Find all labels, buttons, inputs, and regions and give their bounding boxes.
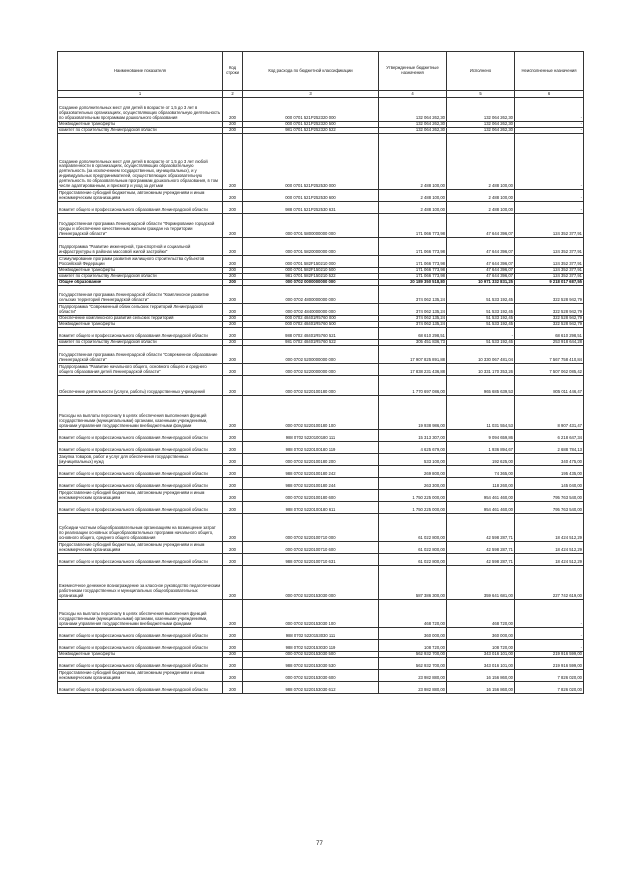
row-approved: 562 932 700,00: [379, 652, 447, 658]
row-budget-code: 000 0701 5820000000 000: [243, 238, 379, 256]
row-executed: 2 488 100,00: [447, 202, 515, 214]
row-unexecuted: 124 352 377,91: [515, 256, 584, 268]
row-approved: 374 062 135,24: [379, 304, 447, 316]
row-unexecuted: 322 528 942,79: [515, 316, 584, 322]
row-unexecuted: 124 352 377,91: [515, 268, 584, 274]
row-budget-code: 000 0701 582F150210 000: [243, 256, 379, 268]
row-line-code: 200: [223, 658, 243, 670]
row-name: Подпрограмма "Развитие начального общего, основного общего и среднего общего образования детей Ленинградской области": [58, 364, 223, 376]
row-executed: 47 644 396,07: [447, 268, 515, 274]
row-line-code: 200: [223, 328, 243, 340]
row-budget-code: 000 0701 521P252530 600: [243, 190, 379, 202]
row-executed: 11 031 554,53: [447, 396, 515, 430]
row-budget-code: 000 0702 5220153030 600: [243, 670, 379, 682]
row-approved: 360 000,00: [379, 628, 447, 640]
table-row: [58, 128, 584, 134]
row-name: Межбюджетные трансферты: [58, 122, 223, 128]
row-executed: 51 533 192,45: [447, 322, 515, 328]
page-number: 77: [316, 841, 323, 847]
row-line-code: 200: [223, 600, 243, 628]
row-name: Комитет общего и профессионального образования Ленинградской области: [58, 430, 223, 442]
row-executed: 108 720,00: [447, 640, 515, 652]
row-budget-code: 988 0702 5220100180 111: [243, 430, 379, 442]
row-name: Субсидии частным общеобразовательным организациям на возмещение затрат по реализации основных общеобразовательных программ начального общего, основного общего, среднего общего образования: [58, 514, 223, 542]
row-executed: 51 533 192,45: [447, 286, 515, 304]
row-budget-code: 000 0702 5220153030 000: [243, 566, 379, 600]
row-name: Межбюджетные трансферты: [58, 652, 223, 658]
row-budget-code: 000 0702 4840000000 000: [243, 304, 379, 316]
row-line-code: 200: [223, 430, 243, 442]
table-row: [58, 442, 584, 454]
row-line-code: 200: [223, 190, 243, 202]
row-executed: 47 644 396,07: [447, 214, 515, 238]
table-row: [58, 454, 584, 466]
row-approved: 132 064 262,30: [379, 128, 447, 134]
row-line-code: 200: [223, 364, 243, 376]
row-budget-code: 000 0702 5220153030 500: [243, 652, 379, 658]
row-budget-code: 000 0701 521P252320 500: [243, 122, 379, 128]
table-row: [58, 554, 584, 566]
table-row: [58, 628, 584, 640]
row-line-code: 200: [223, 376, 243, 396]
table-row: [58, 346, 584, 364]
row-approved: 23 982 880,00: [379, 670, 447, 682]
header-name: Наименование показателя: [58, 52, 223, 91]
row-name: Межбюджетные трансферты: [58, 322, 223, 328]
row-unexecuted: 145 040,00: [515, 478, 584, 490]
row-approved: 2 488 100,00: [379, 202, 447, 214]
row-name: Подпрограмма "Развитие инженерной, транспортной и социальной инфраструктуры в районах массовой жилой застройки": [58, 238, 223, 256]
table-row: [58, 340, 584, 346]
row-unexecuted: -: [515, 190, 584, 202]
row-unexecuted: 219 916 599,00: [515, 652, 584, 658]
row-approved: 132 064 262,30: [379, 98, 447, 122]
table-row: [58, 376, 584, 396]
column-number: 6: [515, 91, 584, 98]
row-executed: 47 644 396,07: [447, 256, 515, 268]
header-budget-code: Код расхода по бюджетной классификации: [243, 52, 379, 91]
row-line-code: 200: [223, 652, 243, 658]
row-executed: 10 331 170 353,26: [447, 364, 515, 376]
row-unexecuted: 322 528 942,79: [515, 304, 584, 316]
table-row: [58, 490, 584, 502]
row-line-code: 200: [223, 466, 243, 478]
row-line-code: 200: [223, 490, 243, 502]
row-executed: 2 488 100,00: [447, 134, 515, 190]
row-unexecuted: 253 918 644,28: [515, 340, 584, 346]
row-name: Стимулирование программ развития жилищного строительства субъектов Российской Федерации: [58, 256, 223, 268]
row-executed: 47 644 396,07: [447, 274, 515, 280]
row-executed: 42 598 287,71: [447, 554, 515, 566]
column-number: 4: [379, 91, 447, 98]
row-approved: 61 022 800,00: [379, 554, 447, 566]
row-unexecuted: 340 475,00: [515, 454, 584, 466]
row-budget-code: 988 0702 5220100180 611: [243, 502, 379, 514]
row-budget-code: 000 0702 48401R5760 000: [243, 316, 379, 322]
column-number: 5: [447, 91, 515, 98]
row-executed: 965 685 639,53: [447, 376, 515, 396]
row-name: Комитет общего и профессионального образования Ленинградской области: [58, 328, 223, 340]
row-executed: 132 064 262,30: [447, 122, 515, 128]
header-approved: Утвержденные бюджетные назначения: [379, 52, 447, 91]
row-name: комитет по строительству Ленинградской области: [58, 128, 223, 134]
row-line-code: 200: [223, 340, 243, 346]
row-unexecuted: 219 916 599,00: [515, 658, 584, 670]
row-budget-code: 000 0701 521P252320 000: [243, 98, 379, 122]
row-approved: 15 313 307,00: [379, 430, 447, 442]
row-name: Предоставление субсидий бюджетным, автономным учреждениям и иным некоммерческим организациям: [58, 670, 223, 682]
row-unexecuted: -: [515, 600, 584, 628]
row-approved: 2 488 100,00: [379, 190, 447, 202]
table-row: [58, 98, 584, 122]
row-budget-code: 988 0701 521P252530 631: [243, 202, 379, 214]
table-row: [58, 328, 584, 340]
row-executed: 51 533 192,45: [447, 304, 515, 316]
table-row: [58, 514, 584, 542]
row-line-code: 200: [223, 304, 243, 316]
row-unexecuted: 7 826 020,00: [515, 682, 584, 694]
table-row: [58, 566, 584, 600]
row-name: Государственная программа Ленинградской области "Современное образование Ленинградской области": [58, 346, 223, 364]
row-unexecuted: 195 435,00: [515, 466, 584, 478]
row-line-code: 200: [223, 268, 243, 274]
row-line-code: 200: [223, 280, 243, 286]
row-line-code: 200: [223, 682, 243, 694]
budget-execution-table: [57, 51, 584, 694]
row-name: Предоставление субсидий бюджетным, автономным учреждениям и иным некоммерческим организациям: [58, 190, 223, 202]
table-row: [58, 316, 584, 322]
row-approved: 171 066 773,98: [379, 238, 447, 256]
row-unexecuted: 124 352 377,91: [515, 214, 584, 238]
row-executed: 192 625,00: [447, 454, 515, 466]
row-unexecuted: 9 218 017 687,55: [515, 280, 584, 286]
row-unexecuted: 124 352 377,91: [515, 238, 584, 256]
row-approved: 374 062 135,24: [379, 286, 447, 304]
row-name: Комитет общего и профессионального образования Ленинградской области: [58, 466, 223, 478]
table-body: [58, 98, 584, 694]
row-executed: 343 016 101,00: [447, 652, 515, 658]
row-name: Обеспечение комплексного развития сельских территорий: [58, 316, 223, 322]
row-budget-code: 988 0702 5220100180 244: [243, 478, 379, 490]
row-approved: 263 300,00: [379, 478, 447, 490]
row-budget-code: 988 0702 48401R5760 521: [243, 328, 379, 340]
row-line-code: 200: [223, 98, 243, 122]
row-unexecuted: 795 763 540,00: [515, 490, 584, 502]
row-budget-code: 981 0701 582F150210 522: [243, 274, 379, 280]
row-unexecuted: -: [515, 134, 584, 190]
table-row: [58, 396, 584, 430]
table-row: [58, 542, 584, 554]
table-row: [58, 640, 584, 652]
row-unexecuted: -: [515, 640, 584, 652]
row-unexecuted: 8 907 431,47: [515, 396, 584, 430]
row-line-code: 200: [223, 286, 243, 304]
table-row: [58, 286, 584, 304]
table-row: [58, 670, 584, 682]
row-unexecuted: 18 424 512,29: [515, 554, 584, 566]
row-approved: 374 062 135,24: [379, 316, 447, 322]
row-executed: 468 720,00: [447, 600, 515, 628]
row-unexecuted: -: [515, 98, 584, 122]
row-approved: 61 022 800,00: [379, 542, 447, 554]
row-name: Государственная программа Ленинградской области "Комплексное развитие сельских территорий Ленинградской области": [58, 286, 223, 304]
row-approved: 171 066 773,98: [379, 268, 447, 274]
row-approved: 269 800,00: [379, 466, 447, 478]
table-row: [58, 202, 584, 214]
row-name: Комитет общего и профессионального образования Ленинградской области: [58, 658, 223, 670]
row-line-code: 200: [223, 554, 243, 566]
row-unexecuted: 18 424 512,29: [515, 514, 584, 542]
row-approved: 17 838 231 436,88: [379, 364, 447, 376]
table-row: [58, 502, 584, 514]
row-name: Обеспечение деятельности (услуги, работы) государственных учреждений: [58, 376, 223, 396]
row-unexecuted: 322 528 942,79: [515, 322, 584, 328]
row-name: Создание дополнительных мест для детей в возрасте от 1,5 до 3 лет в образовательных организациях, осуществляющих образовательную деятельность по образовательным программам дошкольного образования: [58, 98, 223, 122]
row-approved: 171 066 773,98: [379, 274, 447, 280]
row-line-code: 200: [223, 214, 243, 238]
row-name: Комитет общего и профессионального образования Ленинградской области: [58, 202, 223, 214]
row-executed: 10 330 067 481,04: [447, 346, 515, 364]
row-approved: 17 907 825 891,88: [379, 346, 447, 364]
row-name: комитет по строительству Ленинградской области: [58, 274, 223, 280]
row-executed: 51 533 192,45: [447, 316, 515, 322]
row-name: Закупка товаров, работ и услуг для обеспечения государственных (муниципальных) нужд: [58, 454, 223, 466]
row-executed: 954 461 460,00: [447, 502, 515, 514]
row-name: комитет по строительству Ленинградской области: [58, 340, 223, 346]
row-name: Комитет общего и профессионального образования Ленинградской области: [58, 682, 223, 694]
row-line-code: 200: [223, 478, 243, 490]
row-approved: 4 625 679,00: [379, 442, 447, 454]
row-line-code: 200: [223, 514, 243, 542]
row-unexecuted: 322 528 942,79: [515, 286, 584, 304]
table-row: [58, 466, 584, 478]
row-unexecuted: 795 763 540,00: [515, 502, 584, 514]
table-row: [58, 274, 584, 280]
table-row: [58, 478, 584, 490]
row-name: Комитет общего и профессионального образования Ленинградской области: [58, 628, 223, 640]
table-row: [58, 430, 584, 442]
row-line-code: 200: [223, 322, 243, 328]
row-name: Комитет общего и профессионального образования Ленинградской области: [58, 502, 223, 514]
row-unexecuted: 7 567 758 410,84: [515, 346, 584, 364]
row-budget-code: 000 0702 48401R5760 500: [243, 322, 379, 328]
row-line-code: 200: [223, 442, 243, 454]
row-executed: 16 156 860,00: [447, 670, 515, 682]
row-approved: 468 720,00: [379, 600, 447, 628]
row-name: Комитет общего и профессионального образования Ленинградской области: [58, 442, 223, 454]
row-budget-code: 981 0701 521P252320 522: [243, 128, 379, 134]
row-executed: 118 260,00: [447, 478, 515, 490]
row-line-code: 200: [223, 502, 243, 514]
row-executed: 1 936 894,67: [447, 442, 515, 454]
row-approved: 23 982 880,00: [379, 682, 447, 694]
row-unexecuted: 18 424 512,29: [515, 542, 584, 554]
table-row: [58, 304, 584, 316]
row-approved: 1 770 697 086,00: [379, 376, 447, 396]
row-approved: 562 932 700,00: [379, 658, 447, 670]
row-name: Комитет общего и профессионального образования Ленинградской области: [58, 554, 223, 566]
row-line-code: 200: [223, 670, 243, 682]
row-name: Комитет общего и профессионального образования Ленинградской области: [58, 478, 223, 490]
row-budget-code: 000 0702 5200000000 000: [243, 346, 379, 364]
row-approved: 108 720,00: [379, 640, 447, 652]
table-row: [58, 214, 584, 238]
row-approved: 533 100,00: [379, 454, 447, 466]
column-number: 3: [243, 91, 379, 98]
row-executed: 9 094 659,86: [447, 430, 515, 442]
table-row: [58, 134, 584, 190]
row-approved: 587 386 300,00: [379, 566, 447, 600]
row-executed: 2 488 100,00: [447, 190, 515, 202]
row-approved: 171 066 773,98: [379, 256, 447, 268]
row-unexecuted: 7 507 062 085,42: [515, 364, 584, 376]
row-budget-code: 988 0702 5220100180 242: [243, 466, 379, 478]
row-line-code: 200: [223, 640, 243, 652]
row-budget-code: 000 0702 5220100180 000: [243, 376, 379, 396]
row-budget-code: 000 0702 4800000000 000: [243, 286, 379, 304]
column-number-row: [58, 91, 584, 98]
row-approved: 68 610 298,51: [379, 328, 447, 340]
row-approved: 19 938 986,00: [379, 396, 447, 430]
header-executed: Исполнено: [447, 52, 515, 91]
row-unexecuted: 68 610 298,51: [515, 328, 584, 340]
table-row: [58, 190, 584, 202]
row-line-code: 200: [223, 566, 243, 600]
row-budget-code: 000 0701 582F150210 500: [243, 268, 379, 274]
row-budget-code: 000 0701 521P252530 000: [243, 134, 379, 190]
row-executed: 10 971 332 831,25: [447, 280, 515, 286]
row-budget-code: 000 0702 5220100710 600: [243, 542, 379, 554]
row-unexecuted: 2 688 784,13: [515, 442, 584, 454]
row-approved: 132 064 262,30: [379, 122, 447, 128]
row-approved: 1 750 225 000,00: [379, 490, 447, 502]
row-executed: -: [447, 328, 515, 340]
header-row: [58, 52, 584, 91]
row-budget-code: 988 0702 5220153030 111: [243, 628, 379, 640]
row-name: Межбюджетные трансферты: [58, 268, 223, 274]
table-row: [58, 682, 584, 694]
row-budget-code: 000 0702 5220153030 100: [243, 600, 379, 628]
row-name: Расходы на выплаты персоналу в целях обеспечения выполнения функций государственными (муниципальными) органами, казенными учреждениями, органами управления государственными внебюджетными фондами: [58, 396, 223, 430]
row-line-code: 200: [223, 202, 243, 214]
row-approved: 305 451 836,73: [379, 340, 447, 346]
row-approved: 374 062 135,24: [379, 322, 447, 328]
row-line-code: 200: [223, 256, 243, 268]
row-approved: 171 066 773,98: [379, 214, 447, 238]
row-name: Создание дополнительных мест для детей в возрасте от 1,5 до 3 лет любой направленности в организациях, осуществляющих образовательную деятельность (за исключением государственных, муниципальных), и у индивидуальных предпринимателей, осуществляющих образовательную деятельность по образовательным программам дошкольного образования, в том числе адаптированным, и присмотр и уход за детьми: [58, 134, 223, 190]
row-line-code: 200: [223, 454, 243, 466]
row-executed: 47 644 396,07: [447, 238, 515, 256]
row-executed: 132 064 262,30: [447, 128, 515, 134]
row-budget-code: 988 0702 5220100180 119: [243, 442, 379, 454]
row-name: Подпрограмма "Современный облик сельских территорий Ленинградской области": [58, 304, 223, 316]
row-approved: 2 488 100,00: [379, 134, 447, 190]
row-line-code: 200: [223, 346, 243, 364]
column-number: 2: [223, 91, 243, 98]
row-budget-code: 000 0702 5220000000 000: [243, 364, 379, 376]
row-line-code: 200: [223, 122, 243, 128]
row-budget-code: 000 0702 5220100180 100: [243, 396, 379, 430]
header-line-code: Код строки: [223, 52, 243, 91]
row-executed: 359 641 681,00: [447, 566, 515, 600]
table-row: [58, 364, 584, 376]
row-budget-code: 000 0702 0000000000 000: [243, 280, 379, 286]
row-line-code: 200: [223, 274, 243, 280]
row-name: Ежемесячное денежное вознаграждение за классное руководство педагогическим работникам государственных и муниципальных общеобразовательных организаций: [58, 566, 223, 600]
row-budget-code: 000 0702 5220100180 200: [243, 454, 379, 466]
row-line-code: 200: [223, 316, 243, 322]
row-executed: 42 598 287,71: [447, 514, 515, 542]
row-executed: 343 016 101,00: [447, 658, 515, 670]
row-approved: 20 189 350 518,80: [379, 280, 447, 286]
row-budget-code: 000 0702 5220100710 000: [243, 514, 379, 542]
row-unexecuted: 7 826 020,00: [515, 670, 584, 682]
row-name: Расходы на выплаты персоналу в целях обеспечения выполнения функций государственными (муниципальными) органами, казенными учреждениями, органами управления государственными внебюджетными фондами: [58, 600, 223, 628]
row-line-code: 200: [223, 238, 243, 256]
row-unexecuted: 227 742 619,00: [515, 566, 584, 600]
row-unexecuted: -: [515, 122, 584, 128]
row-budget-code: 988 0702 5220153030 612: [243, 682, 379, 694]
row-line-code: 200: [223, 628, 243, 640]
row-name: Государственная программа Ленинградской области "Формирование городской среды и обеспечение качественным жильем граждан на территории Ленинградской области": [58, 214, 223, 238]
row-budget-code: 988 0702 5220153030 530: [243, 658, 379, 670]
row-unexecuted: 124 352 377,91: [515, 274, 584, 280]
row-unexecuted: -: [515, 202, 584, 214]
table-row: [58, 600, 584, 628]
row-budget-code: 000 0702 5220100180 600: [243, 490, 379, 502]
row-unexecuted: -: [515, 128, 584, 134]
row-unexecuted: 6 218 647,34: [515, 430, 584, 442]
row-budget-code: 988 0702 5220153030 119: [243, 640, 379, 652]
row-executed: 954 461 460,00: [447, 490, 515, 502]
row-line-code: 200: [223, 396, 243, 430]
row-approved: 61 022 800,00: [379, 514, 447, 542]
row-line-code: 200: [223, 134, 243, 190]
row-executed: 42 598 287,71: [447, 542, 515, 554]
row-approved: 1 750 225 000,00: [379, 502, 447, 514]
row-name: Общее образование: [58, 280, 223, 286]
row-name: Предоставление субсидий бюджетным, автономным учреждениям и иным некоммерческим организациям: [58, 542, 223, 554]
row-executed: 16 156 860,00: [447, 682, 515, 694]
row-name: Предоставление субсидий бюджетным, автономным учреждениям и иным некоммерческим организациям: [58, 490, 223, 502]
table-row: [58, 238, 584, 256]
row-line-code: 200: [223, 542, 243, 554]
row-budget-code: 000 0701 5800000000 000: [243, 214, 379, 238]
row-budget-code: 988 0702 5220100710 631: [243, 554, 379, 566]
column-number: 1: [58, 91, 223, 98]
row-executed: 51 533 192,45: [447, 340, 515, 346]
row-unexecuted: 805 011 446,47: [515, 376, 584, 396]
row-budget-code: 981 0702 48401R5760 522: [243, 340, 379, 346]
row-name: Комитет общего и профессионального образования Ленинградской области: [58, 640, 223, 652]
header-unexecuted: Неисполненные назначения: [515, 52, 584, 91]
row-executed: 360 000,00: [447, 628, 515, 640]
row-unexecuted: -: [515, 628, 584, 640]
table-row: [58, 256, 584, 268]
row-executed: 74 365,00: [447, 466, 515, 478]
row-line-code: 200: [223, 128, 243, 134]
row-executed: 132 064 262,30: [447, 98, 515, 122]
table-row: [58, 658, 584, 670]
